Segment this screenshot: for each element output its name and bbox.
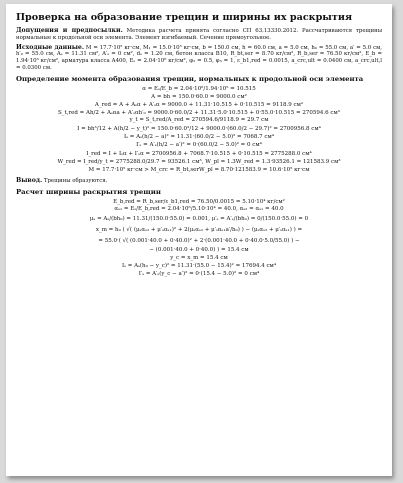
equation-is-prime: I′ₛ = A′ₛ(h/2 − a′)² = 0·(60.0/2 − 5.0)² = 0 см⁴ (136, 142, 262, 149)
equation-static-moment: S_t,red = Ah/2 + Aₛαa + A′ₛαh′₀ = 9000.0·60.0/2 + 11.31·5.0·10.515 + 0·55.0·10.515 = 270594.6 см³ (58, 109, 340, 116)
equation-xm: x_m = h₀ ( √( (μₛαₛ₂ + μ′ₛαₛ₁)² + 2(μₛαₛ₂ + μ′ₛαₛ₁a′/h₀) ) − (μₛαₛ₂ + μ′ₛαₛ₁) ) = (95, 227, 303, 234)
equation-reduced-area: A_red = A + Aₛα + A′ₛα = 9000.0 + 11.31·10.515 + 0·10.515 = 9118.9 см² (94, 101, 304, 108)
input-data-paragraph (16, 45, 382, 72)
equation-ired: I_red = I + Iₛα + I′ₛα = 2700956.8 + 7068.7·10.515 + 0·10.515 = 2775288.0 см⁴ (86, 151, 312, 158)
equation-alpha-s1: αₛ₁ = Eₛ/E_b,red = 2.04·10⁶/5.10·10⁴ = 40.0, αₛ₂ = αₛ₁ = 40.0 (114, 206, 284, 213)
assumptions-text: Методика расчета принята согласно СП 63.13330.2012. Рассчатриваются трещины нормальные к продольной оси элемента. Элемент изгибаемый. Сечение прямоугольное. (16, 28, 382, 41)
document-page (6, 4, 392, 476)
equation-yc: y_c = x_m = 15.4 см (170, 255, 228, 262)
conclusion-text: Трещины образуются. (43, 177, 108, 184)
assumptions-heading: Допущения и предпосылки. (16, 27, 123, 34)
equation-inertia: I = bh³/12 + A(h/2 − y_t)² = 150.0·60.0³/12 + 9000.0·(60.0/2 − 29.7)² = 2700956.8 см⁴ (77, 126, 321, 133)
document-title: Проверка на образование трещин и ширины их раскрытия (16, 12, 353, 23)
equation-xm-result: − (0.001·40.0 + 0·40.0) ) = 15.4 см (149, 247, 249, 254)
input-data-heading: Исходные данные. (16, 43, 85, 51)
equation-mu: μₛ = Aₛ/(bh₀) = 11.31/(150.0·55.0) = 0.001, μ′ₛ = A′ₛ/(bh₀) = 0/(150.0·55.0) = 0 (89, 216, 309, 223)
section-crack-moment-heading: Определение момента образования трещин, нормальных к продольной оси элемента (16, 74, 364, 83)
equation-area: A = bh = 150.0·60.0 = 9000.0 см² (151, 93, 247, 100)
equation-is-prime-cracked: I′ₛ = A′ₛ(y_c − a′)² = 0·(15.4 − 5.0)² = 0 см⁴ (138, 271, 260, 278)
section-crack-width-heading: Расчет ширины раскрытия трещин (16, 187, 161, 196)
equation-wred-wpl: W_red = I_red/y_t = 2775288.0/29.7 = 93526.1 см³, W_pl = 1.3W_red = 1.3·93526.1 = 121583.9 см³ (57, 158, 341, 165)
equation-ebred: E_b,red = R_b,ser/ε_b1,red = 76.50/0.0015 = 5.10·10⁴ кг/см² (113, 198, 285, 205)
conclusion-paragraph (16, 178, 382, 185)
input-data-text: M = 17.7·10⁵ кг·см, M₁ = 15.0·10⁵ кг·см, b = 150.0 см, h = 60.0 см, a = 5.0 см, h₀ = 55.0 см, a′ = 5.0 см, h′₀ = 55.0 см, Aₛ = 11.31 см², A′ₛ = 0 см², dₛ = 1.20 см, бетон класса B10, R_bt,ser = 8.70 кг/см², R_b,ser = 76.50 кг/см², E_b = 1.94·10⁵ кг/см², арматура класса A400, Eₛ = 2.04·10⁶ кг/см², φ₂ = 0.5, φ₃ = 1, ε_b1,red = 0.0015, a_crc,ult = 0.0400 см, a_crc,ult,l = 0.0300 см. (16, 44, 382, 71)
equation-yt: y_t = S_t,red/A_red = 270594.6/9118.9 = 29.7 см (129, 117, 269, 124)
equation-xm-substituted: = 55.0·( √( (0.001·40.0 + 0·40.0)² + 2·(0.001·40.0 + 0·40.0·5.0/55.0) ) − (98, 238, 300, 245)
conclusion-heading: Вывод. (16, 176, 43, 184)
equation-mcrc: M = 17.7·10⁵ кг·см > M_crc = R_bt,serW_pl = 8.70·121583.9 = 10.6·10⁵ кг·см (88, 166, 310, 173)
equation-is: Iₛ = Aₛ(h/2 − a)² = 11.31·(60.0/2 − 5.0)² = 7068.7 см⁴ (124, 134, 274, 141)
assumptions-paragraph (16, 28, 382, 42)
page-content (16, 12, 382, 279)
equation-alpha: α = Eₛ/E_b = 2.04·10⁶/1.94·10⁵ = 10.515 (142, 85, 256, 92)
equation-is-cracked: Iₛ = Aₛ(h₀ − y_c)² = 11.31·(55.0 − 15.4)² = 17694.4 см⁴ (121, 263, 277, 270)
